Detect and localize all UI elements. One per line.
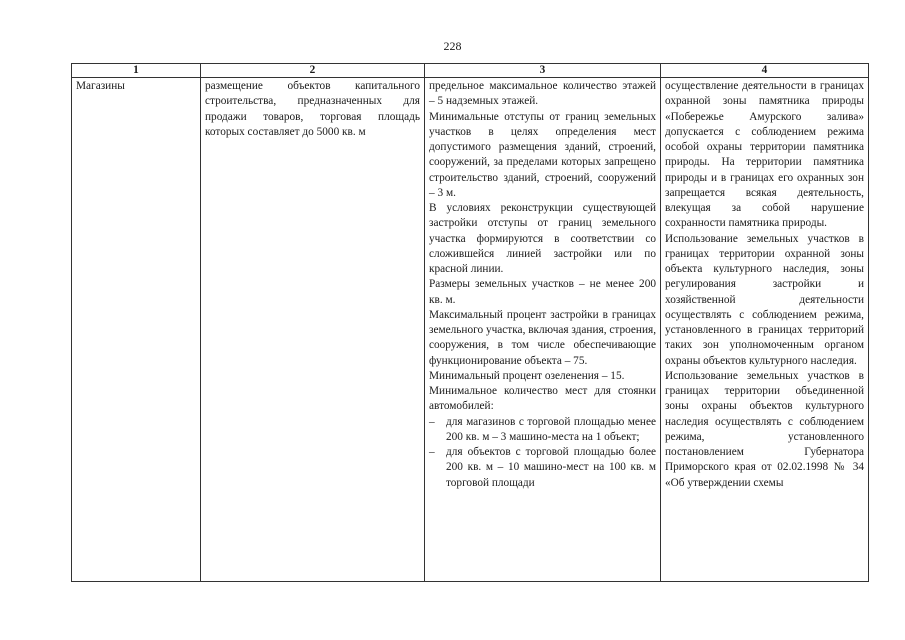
column-header-3: 3	[425, 64, 661, 78]
bullet-dash: –	[429, 415, 435, 428]
parameter-paragraph: предельное максимальное количество этажей – 5 надземных этажей.	[429, 80, 656, 108]
parking-item-text: для объектов с торговой площадью более 200 кв. м – 10 машино-мест на 100 кв. м торговой площади	[446, 446, 656, 489]
page-number: 228	[443, 39, 462, 53]
restriction-paragraph: Использование земельных участков в границах территории охранной зоны объекта культурного наследия, зоны регулирования застройки и хозяйственной деятельности осуществлять с соблюдением режима, установленного в границах территорий таких зон уполномоченным органом охраны объектов культурного наследия.	[665, 232, 864, 367]
land-use-name-cell	[72, 78, 201, 582]
list-item	[429, 445, 656, 491]
column-header-1: 1	[72, 64, 201, 78]
parameters-cell	[425, 78, 661, 582]
header-row	[72, 64, 869, 78]
parameter-paragraph: Минимальное количество мест для стоянки автомобилей:	[429, 385, 656, 413]
bullet-dash: –	[429, 446, 435, 458]
parameter-paragraph: Минимальный процент озеленения – 15.	[429, 369, 625, 382]
parameter-paragraph: В условиях реконструкции существующей застройки отступы от границ земельного участка формируются в соответствии со сложившейся линией застройки или по красной линии.	[429, 202, 656, 275]
parameter-paragraph: Минимальные отступы от границ земельных участков в целях определения мест допустимого размещения зданий, строений, сооружений, за пределами которых запрещено строительство зданий, строений, сооружений – 3 м.	[429, 110, 656, 199]
restrictions-cell	[661, 78, 869, 582]
table-row	[72, 78, 869, 582]
parking-item-text: для магазинов с торговой площадью менее 200 кв. м – 3 машино-места на 1 объект;	[446, 415, 656, 443]
parameter-paragraph: Максимальный процент застройки в границах земельного участка, включая здания, строения, сооружения, в том числе обеспечивающие функционирование объекта – 75.	[429, 308, 657, 367]
column-header-4: 4	[661, 64, 869, 78]
parking-list	[429, 415, 656, 491]
restriction-paragraph: Использование земельных участков в границах территории объединенной зоны охраны объектов культурного наследия осуществлять с соблюдением режима, установленного постановлением Губернатора Приморского края от 02.02.1998 № 34 «Об утверждении схемы	[665, 369, 864, 489]
description-cell	[201, 78, 425, 582]
list-item	[429, 415, 656, 446]
regulations-table	[71, 63, 869, 582]
land-use-description: размещение объектов капитального строительства, предназначенных для продажи товаров, торговая площадь которых составляет до 5000 кв. м	[205, 80, 420, 138]
column-header-2: 2	[201, 64, 425, 78]
restriction-paragraph: осуществление деятельности в границах охранной зоны памятника природы «Побережье Амурского залива» допускается с соблюдением режима особой охраны территории памятника природы. На территории памятника природы и в границах его охранных зон запрещается всякая деятельность, влекущая за собой нарушение сохранности памятника природы.	[665, 80, 864, 230]
parameter-paragraph: Размеры земельных участков – не менее 200 кв. м.	[429, 278, 656, 306]
land-use-name: Магазины	[76, 80, 125, 92]
